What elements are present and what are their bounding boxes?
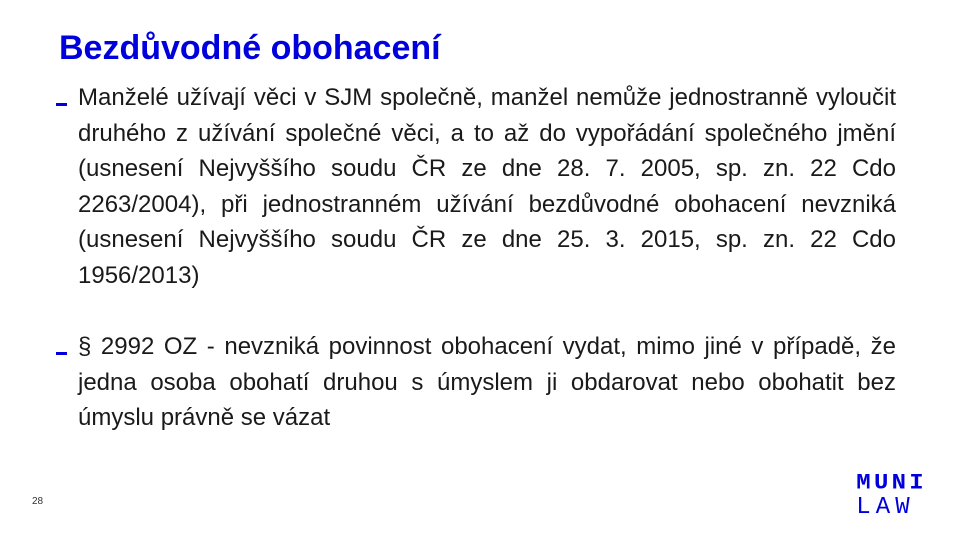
dash-bullet-icon xyxy=(56,103,67,106)
bullet-list xyxy=(56,80,896,436)
logo-bottom-row xyxy=(856,496,910,520)
bullet-text: § 2992 OZ - nevzniká povinnost obohacení vydat, mimo jiné v případě, že jedna osoba obohatí druhou s úmyslem ji obdarovat nebo obohatit bez úmyslu právně se vázat xyxy=(78,333,896,431)
logo-letter: U xyxy=(873,471,889,496)
logo-letter: M xyxy=(856,471,871,496)
page-number: 28 xyxy=(32,496,44,507)
bullet-item xyxy=(56,329,896,436)
muni-law-logo xyxy=(856,472,932,526)
slide-title: Bezdůvodné obohacení xyxy=(59,29,441,67)
logo-letter: N xyxy=(891,471,907,496)
logo-letter: W xyxy=(895,494,910,521)
logo-letter: L xyxy=(856,494,871,521)
dash-bullet-icon xyxy=(56,352,67,355)
bullet-item xyxy=(56,80,896,293)
logo-letter: I xyxy=(909,471,924,496)
logo-top-row xyxy=(856,473,924,495)
logo-letter: A xyxy=(875,494,891,521)
bullet-text: Manželé užívají věci v SJM společně, manžel nemůže jednostranně vyloučit druhého z užívání společné věci, a to až do vypořádání společného jmění (usnesení Nejvyššího soudu ČR ze dne 28. 7. 2005, sp. zn. 22 Cdo 2263/2004), při jednostranném užívání bezdůvodné obohacení nevzniká (usnesení Nejvyššího soudu ČR ze dne 25. 3. 2015, sp. zn. 22 Cdo 1956/2013) xyxy=(78,84,896,289)
